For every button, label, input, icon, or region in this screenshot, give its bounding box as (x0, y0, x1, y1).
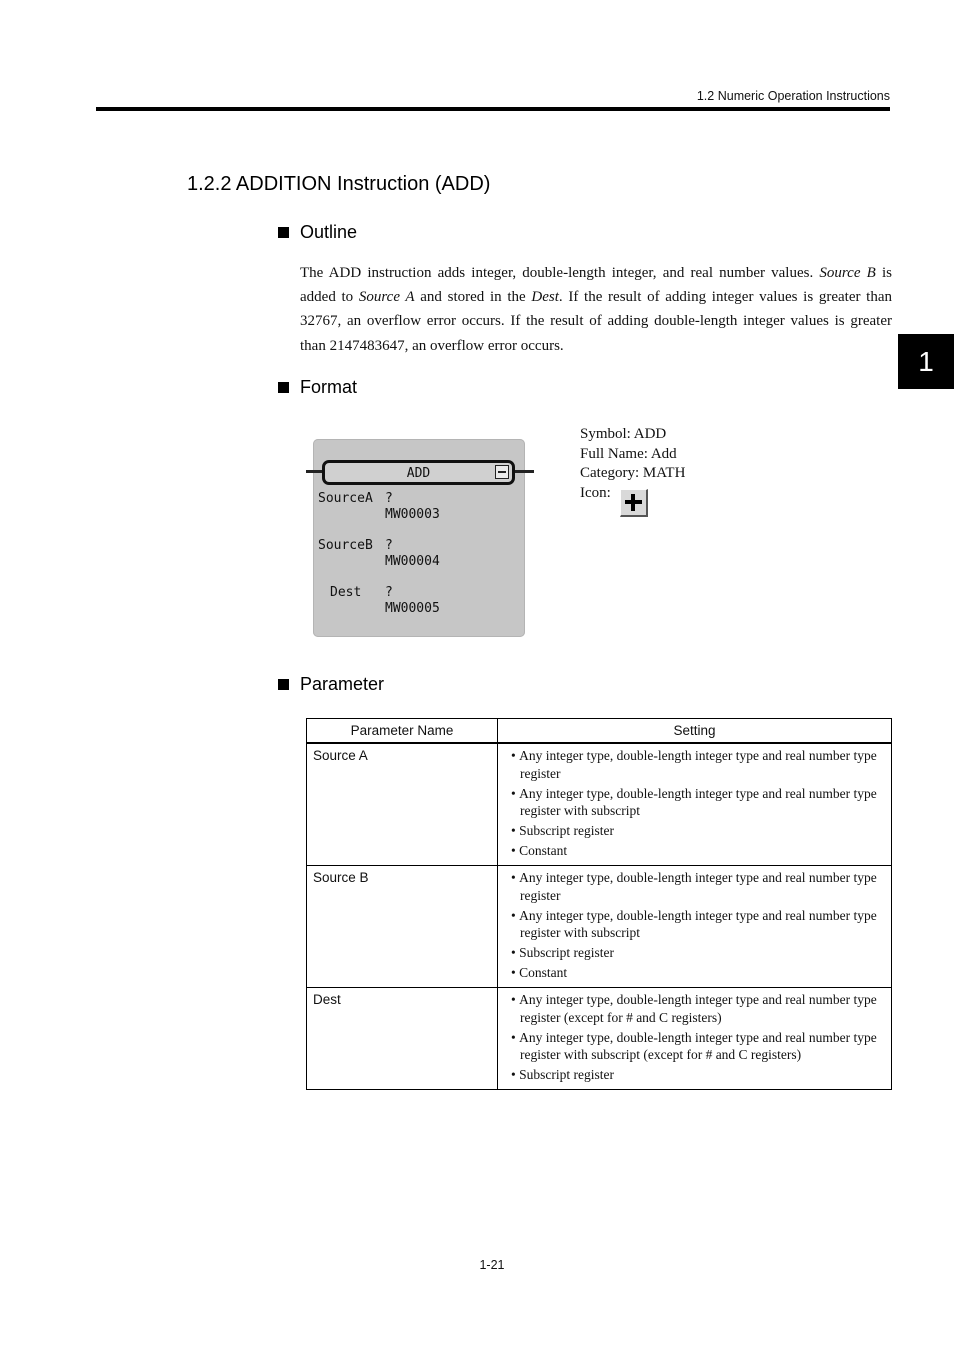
plus-icon (620, 489, 648, 517)
icon-label: Icon: (580, 484, 611, 501)
running-header: 1.2 Numeric Operation Instructions (696, 89, 890, 103)
parameter-name: Dest (307, 988, 498, 1090)
outline-paragraph (300, 261, 892, 358)
setting-item: • Any integer type, double-length integer type and real number type register with subscript (510, 785, 885, 820)
block-register-source-a: MW00003 (385, 507, 440, 522)
parameter-table (306, 718, 892, 1090)
table-row (307, 988, 892, 1090)
setting-item: • Constant (510, 964, 885, 982)
table-header-row (307, 719, 892, 744)
page-number: 1-21 (479, 1258, 505, 1272)
full-name-line: Full Name: Add (580, 445, 677, 462)
block-label-dest: Dest (330, 585, 362, 600)
setting-item: • Any integer type, double-length integer type and real number type register (510, 869, 885, 904)
block-label-source-a: SourceA (318, 491, 373, 506)
table-row (307, 866, 892, 988)
block-register-source-b: MW00004 (385, 554, 440, 569)
bullet-square-icon (278, 382, 289, 393)
parameter-name: Source A (307, 743, 498, 866)
section-title: 1.2.2 ADDITION Instruction (ADD) (187, 173, 491, 195)
parameter-settings (498, 866, 892, 988)
block-value-dest: ? (385, 585, 393, 600)
column-header-setting: Setting (498, 719, 892, 744)
output-wire (514, 470, 534, 473)
parameter-settings (498, 988, 892, 1090)
block-value-source-b: ? (385, 538, 393, 553)
block-register-dest: MW00005 (385, 601, 440, 616)
outline-source-b: Source B (819, 265, 876, 281)
outline-dest: Dest (531, 289, 559, 306)
column-header-parameter-name: Parameter Name (307, 719, 498, 744)
setting-item: • Constant (510, 842, 885, 860)
parameter-name: Source B (307, 866, 498, 988)
block-title-bar (322, 460, 515, 485)
block-label-source-b: SourceB (318, 538, 373, 553)
setting-item: • Any integer type, double-length integer type and real number type register with subscript (except for # and C registers) (510, 1029, 885, 1064)
outline-heading (278, 222, 357, 243)
setting-item: • Subscript register (510, 822, 885, 840)
format-heading (278, 377, 357, 398)
parameter-heading-text: Parameter (300, 674, 385, 694)
setting-item: • Subscript register (510, 1066, 885, 1084)
bullet-square-icon (278, 227, 289, 238)
setting-item: • Subscript register (510, 944, 885, 962)
chapter-tab: 1 (898, 334, 954, 389)
setting-item: • Any integer type, double-length integer type and real number type register (except for # and C registers) (510, 991, 885, 1026)
minimize-icon (495, 465, 509, 479)
outline-heading-text: Outline (300, 222, 358, 242)
outline-text-3: and stored in the (414, 289, 532, 306)
parameter-settings (498, 743, 892, 866)
outline-text-2: is added to (300, 265, 892, 306)
category-line: Category: MATH (580, 465, 686, 481)
parameter-heading (278, 674, 384, 695)
outline-text-4: . If the result of adding integer values is greater than 32767, an overflow error occurs. If the result of adding double-length integer values is greater than 2147483647, an overflow error occurs. (300, 289, 893, 354)
header-rule (96, 107, 890, 111)
table-row (307, 743, 892, 866)
symbol-line: Symbol: ADD (580, 426, 667, 442)
block-value-source-a: ? (385, 491, 393, 506)
format-heading-text: Format (300, 377, 358, 397)
outline-source-a: Source A (358, 289, 415, 306)
setting-item: • Any integer type, double-length integer type and real number type register with subscript (510, 907, 885, 942)
setting-item: • Any integer type, double-length integer type and real number type register (510, 747, 885, 782)
outline-text-1: The ADD instruction adds integer, double-length integer, and real number values. (300, 265, 820, 281)
block-title: ADD (406, 466, 431, 481)
bullet-square-icon (278, 679, 289, 690)
